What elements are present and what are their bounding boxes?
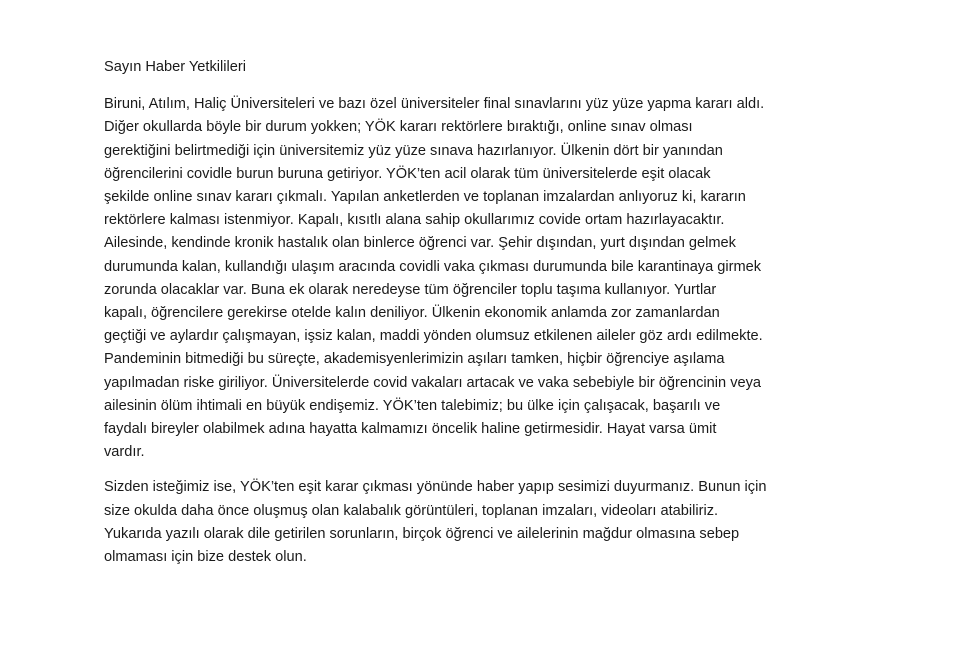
text-line: Pandeminin bitmediği bu süreçte, akademisyenlerimizin aşıları tamken, hiçbir öğrenciye aşılama [104,351,725,368]
text-line: Sizden isteğimiz ise, YÖK’ten eşit karar çıkması yönünde haber yapıp sesimizi duyurmanız. Bunun için [104,479,767,496]
letter-greeting: Sayın Haber Yetkilileri [104,59,246,75]
text-line: zorunda olacaklar var. Buna ek olarak neredeyse tüm öğrenciler toplu taşıma kullanıyor. Yurtlar [104,281,717,298]
text-line: rektörlere kalması istenmiyor. Kapalı, kısıtlı alana sahip okullarımız covide ortam hazırlayacaktır. [104,212,725,229]
text-line: yapılmadan riske giriliyor. Üniversitelerde covid vakaları artacak ve vaka sebebiyle bir öğrencinin veya [104,374,762,391]
text-line: Diğer okullarda böyle bir durum yokken; YÖK kararı rektörlere bıraktığı, online sınav olması [104,119,693,136]
text-line: size okulda daha önce oluşmuş olan kalabalık görüntüleri, toplanan imzaları, videoları atabiliriz. [104,502,719,519]
text-line: kapalı, öğrencilere gerekirse otelde kalın deniliyor. Ülkenin ekonomik anlamda zor zamanlardan [104,305,720,322]
text-line: gerektiğini belirtmediği için üniversitemiz yüz yüze sınava hazırlanıyor. Ülkenin dört bir yanından [104,142,723,159]
text-line: olmaması için bize destek olun. [104,549,307,566]
text-line: öğrencilerini covidle burun buruna getiriyor. YÖK’ten acil olarak tüm üniversitelerde eşit olacak [104,165,711,182]
letter-paragraph-2 [104,476,874,569]
text-line: durumunda kalan, kullandığı ulaşım aracında covidli vaka çıkması durumunda bile karantinaya girmek [104,258,762,275]
text-line: vardır. [104,444,145,461]
letter-paragraph-1 [104,93,874,464]
letter-body [104,56,874,581]
text-line: şekilde online sınav kararı çıkmalı. Yapılan anketlerden ve toplanan imzalardan anlıyoruz ki, kararın [104,189,746,206]
text-line: faydalı bireyler olabilmek adına hayatta kalmamızı öncelik haline getirmesidir. Hayat varsa ümit [104,421,717,438]
text-line: Ailesinde, kendinde kronik hastalık olan binlerce öğrenci var. Şehir dışından, yurt dışından gelmek [104,235,736,252]
text-line: Biruni, Atılım, Haliç Üniversiteleri ve bazı özel üniversiteler final sınavlarını yüz yüze yapma kararı aldı. [104,96,765,113]
text-line: ailesinin ölüm ihtimali en büyük endişemiz. YÖK’ten talebimiz; bu ülke için çalışacak, başarılı ve [104,397,721,414]
text-line: geçtiği ve aylardır çalışmayan, işsiz kalan, maddi yönden olumsuz etkilenen aileler göz ardı edilmekte. [104,328,763,345]
text-line: Yukarıda yazılı olarak dile getirilen sorunların, birçok öğrenci ve ailelerinin mağdur olmasına sebep [104,525,740,542]
